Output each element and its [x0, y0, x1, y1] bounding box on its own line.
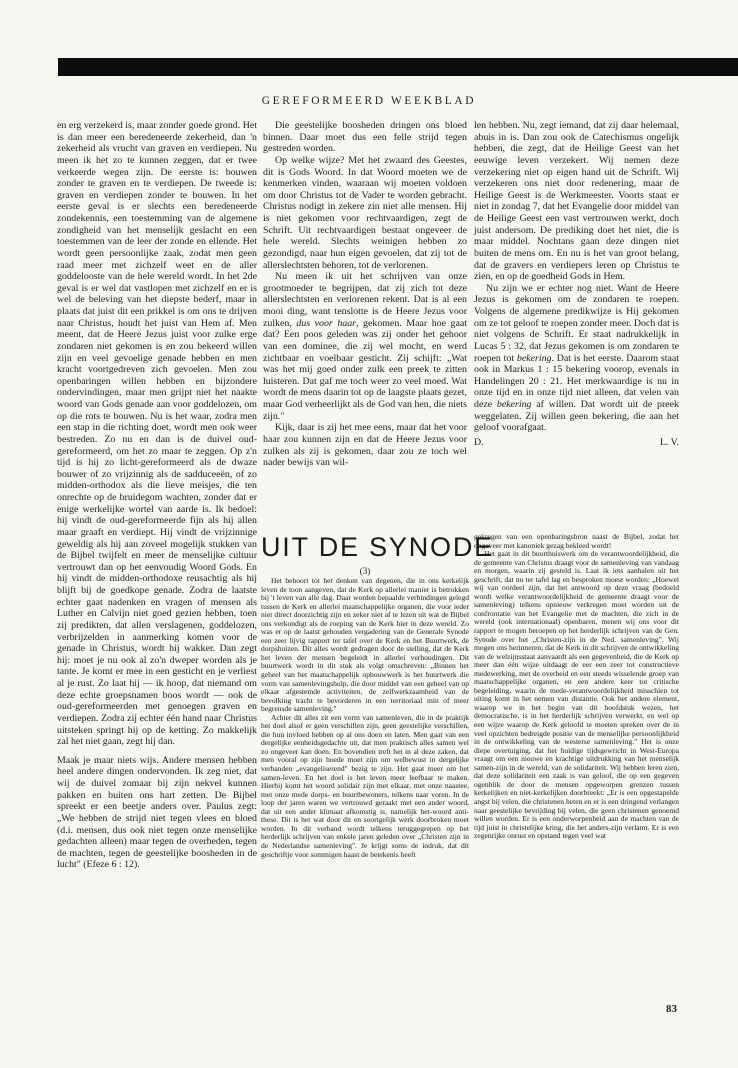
- paragraph: Het behoort tot het denken van degenen, die in ons kerkelijk leven de toon aangeven, dat de Kerk op allerlei manier is betrokken bij 't leven van alle dag. Daar worden bepaalde verbindingen gelegd tussen de Kerk en allerlei maatschappelijke organen, die voor ieder niet direct doorzichtig zijn en zeker niet af te lezen uit wat de Bijbel ons verkondigt als de roeping van de Kerk hier in deze wereld. Zo was er op de laatst gehouden vergadering van de Generale Synode een zeer lijvig rapport ter tafel over de Kerk en het Buurtwerk, de dorpshuizen. Dit alles wordt gedragen door de stelling, dat de Kerk het leven der mensen begeleidt in allerlei verhoudingen. Dit buurtwerk wordt in dit stuk als volgt omschreven: „Binnen het geheel van het maatschappelijk opbouwwerk is het buurtwerk die vorm van samenlevingshulp, die door middel van een geheel van op elkaar afgestemde activiteiten, de zelfwerkzaamheid van de bevolking tracht te bevorderen in een territoriaal min of meer begrensde samenleving.": [261, 576, 469, 714]
- paragraph: en erg verzekerd is, maar zonder goede grond. Het is dan meer een beredeneerde zekerheid, dan 'n zekerheid als vrucht van graven en verdiepen. Nu meen ik het zo te kunnen zeggen, dat er twee verkeerde wegen zijn. De eerste is: bouwen zonder te graven en te verdiepen. De tweede is: graven en verdiepen zonder te bouwen. In het eerste geval is er slechts een beredeneerde zondekennis, een toestemming van de algemene zondigheid van het menselijk geslacht en een toestemmen van de leer der zonde en ellende. Het wordt geen persoonlijke zaak, zodat men geen raad meer met zichzelf weet en de aller goddelooste van de hele wereld wordt. In het 2de geval is er wel dat vastlopen met zichzelf en er is wel de beleving van het diepste bederf, maar in plaats dat juist dit een prikkel is om ons te drijven naar Christus, houdt het juist van Hem af. Men meent, dat de Heere Jezus juist voor zulke erge zondaren niet gekomen is en zou bekeerd willen zijn en veel gevoelige genade hebben en men kracht voortgedreven zich gevoelen. Men zou openbaringen willen hebben en bijzondere ondervindingen, maar men grijpt niet het naakte woord van Gods genade aan voor goddelozen, om op die rots te bouwen. Nu is het waar, zodra men een stap in die richting doet, wordt men ook weer bestreden. Zo nu en dan is de duivel oud-gereformeerd, om het zo maar te zeggen. Op z'n tijd is hij zo licht-gereformeerd als de dwaze bouwer of zo vrijzinnig als de sadduceeën, of zo midden-orthodox als die lieve meisjes, die ten onrechte op de bruidegom wachten, zonder dat er enige werkelijke wortel van aarde is. Ik bedoel: hij vindt de oud-gereformeerde fijn als hij allen maar graaft en verdiept. Hij vindt de vrijzinnige geweldig als hij aan zoveel mogelijk stukken van de Bijbel twijfelt en meer de menselijke cultuur vertrouwt dan op het eenvoudig Woord Gods. En hij vindt de midden-orthodoxe reusachtig als hij blijft bij de goedkope genade. Zodra de laatste echter gaat nadenken en vragen of mensen als Luther en Calvijn niet goed gezien hebben, toen zij predikten, dat allen verslagenen, goddelozen, verbrijzelden in aanmerking komen voor de genade in Christus, wordt hij wakker. Dan zegt hij: moet je nu ook al zo'n dweper worden als je tante. Je komt er mee in een gesticht en je verliest al je rust. Zo laat hij — ik hoop, dat niemand om deze echte groepsnamen boos wordt — ook de oud-gereformeerden met genoegen graven en verdiepen. Zodra zij echter één hand naar Christus uitsteken springt hij op de ketting. Zo makkelijk zal het niet gaan, zegt hij dan.: [57, 120, 257, 748]
- emphasis-text: dus voor haar: [296, 317, 357, 329]
- article-column-2: [263, 120, 467, 469]
- section-number: (3): [359, 566, 371, 576]
- synode-column-right: [474, 533, 679, 841]
- text-run: , gekomen. Maar hoe gaat dat? Een poos geleden was zij onder het gehoor van een dominee, die zij wel mocht, en werd zichtbaar en voelbaar gesticht. Zij schijft: „Wat was het mij goed onder zulk een preek te zitten luisteren. Dat gaf me toch weer zo veel moed. Wat wordt de mens daarin tot op de laagste plaats gezet, maar God verheerlijkt als de God van hen, die niets zijn.": [263, 317, 467, 422]
- text-run: Nu meen ik uit het schrijven van onze grootmoeder te begrijpen, dat zij zich tot deze allerslechtsten en verlorenen rekent. Dat is al een mooi ding, want tenslotte is de Heere Jezus voor zulken,: [263, 271, 467, 329]
- paragraph: Kijk, daar is zij het mee eens, maar dat het voor haar zou kunnen zijn en dat de Heere Jezus voor zulken als zij is gekomen, daar zou ze toch wel nader bewijs van wil-: [263, 422, 467, 469]
- paragraph: Op welke wijze? Met het zwaard des Geestes, dit is Gods Woord. In dat Woord moeten we de kenmerken vinden, waaraan wij moeten voldoen om door Christus tot de Vader te worden gebracht. Christus nodigt in zekere zin niet alle mensen. Hij is niet gekomen voor rechtvaardigen, zegt de Schrift. Uit rechtvaardigen bestaat ongeveer de hele wereld. Slechts weinigen hebben zo gezondigd, naar hun eigen gevoelen, dat zij tot de allerslechtsten behoren, tot de verlorenen.: [263, 154, 467, 271]
- paragraph: gekregen van een openbaringsbron naast de Bijbel, zodat het ongeveer met kanoniek gezag bekleed wordt!: [474, 532, 679, 550]
- page-number: 83: [666, 1003, 677, 1015]
- top-border-bar: [58, 58, 738, 76]
- text-run: af willen. Dat wordt uit de preek weggelaten. Zij willen geen bekering, die aan het geloof voorafgaat.: [474, 399, 679, 434]
- section-heading: UIT DE SYNODE: [261, 532, 494, 562]
- paragraph: [474, 283, 679, 434]
- paragraph: len hebben. Nu, zegt iemand, dat zij daar helemaal, abuis in is. Dan zou ook de Catechismus ongelijk hebben, die zegt, dat de Heilige Geest van het eeuwige leven verzekert. Wij nemen deze verzekering niet op eigen hand uit de Schrift. Wij verzekeren ons niet door redenering, maar de Heilige Geest is de Werkmeester. Voorts staat er niet in zondag 7, dat het Evangelie door middel van de Heilige Geest een vast vertrouwen werkt, doch juist andersom. De prediking doet het niet, die is maar middel. Nochtans gaan deze dingen niet buiten de mens om. En nu is het van groot belang, dat de gravers en verdiepers leren op Christus te zien, en op de goedheid Gods in Hem.: [474, 120, 679, 283]
- text-run: . Dat is het eerste. Daarom staat ook in Markus 1 : 15 bekering voorop, evenals in Handelingen 20 : 21. Het merkwaardige is nu in onze tijd en in onze tijd niet alleen, dat velen van deze: [474, 352, 679, 410]
- paragraph: Maak je maar niets wijs. Andere mensen hebben heel andere dingen ondervonden. Ik zeg niet, dat wij de duivel zomaar bij zijn nekvel kunnen pakken en buiten ons hart zetten. De Bijbel spreekt er een beetje anders over. Paulus zegt: „We hebben de strijd niet tegen vlees en bloed (d.i. mensen, dus ook niet tegen onze menselijke gedachten alleen) maar tegen de overheden, tegen de machten, tegen de geestelijke boosheden in de lucht" (Efeze 6 : 12).: [57, 754, 257, 871]
- signature-right: L. V.: [659, 436, 679, 448]
- article-column-1: [57, 120, 257, 871]
- paragraph: Het gaat in dit buurthuiswerk om de verantwoordelijkheid, die de gemeente van Christus draagt voor de samenleving van vandaag en morgen, waarin zij gesteld is. Laat ik iets aanhalen uit het geschrift, dat nu ter tafel lag en besproken moest worden: „Hoewel wij van oordeel zijn, dat het antwoord op deze vraag (bedoeld wordt welke verantwoordelijkheid de gemeente draagt voor de samenleving) telkens opnieuw verkregen moet worden uit de confrontatie van het Evangelie met de machten, die zich in de wereld (ook internationaal) openbaren, menen wij ons voor dit rapport te mogen beroepen op het herderlijk schrijven van de Gen. Synode over het „Christen-zijn in de Ned. samenleving". Wij mogen ons herinneren, dat de Kerk in dit schrijven de ontwikkeling van de welzijnsstaat aanvaardt als een gegevenheid, die de Kerk op meer dan één wijze uitdaagt de eer een zeer tot constructieve medewerking, met de overheid en een steeds wisselende groep van maatschappelijke organen, en een andere keer tot critische begeleiding, waarin de mede-verantwoordelijkheid misschien tot uiting komt in het nemen van distantie. Ook het andere element, waarop we in het begin van dit hoofdstuk wezen, het democratische, is in het herderlijk schrijven verwerkt, en wel op een wijze waarop de Kerk geloofd te moeten spreken over de in veel opzichten bedreigde positie van de menselijke persoonlijkheid in de ontwikkeling van de westerse samenleving." Het is onze diepe overtuiging, dat het huidige tijdsgewricht in West-Europa vraagt om een nieuwe en krachtige uitdrukking van het menselijk samen-zijn in de wereld, van de solidariteit. Wij hebben leren zien, dat deze solidariteit een zaak is van geloof, die op een gegeven ogenblik de door de mensen opgeworpen grenzen tussen kerkelijken en niet-kerkelijken doorbreekt: „Er is een opgestapelde angst bij velen, die christenen heten en er is een dringend verlangen naar geestelijke bevrijding bij velen, die geen christenen genoemd willen worden. Er is een onderworpenheid aan de machten van de tijd juist in christelijke kring, die het anders-zijn verlamt. Er is een zegenrijke onrust en opstand tegen veel wat: [474, 549, 679, 841]
- paragraph: [263, 271, 467, 422]
- signature-line: [474, 437, 679, 449]
- paragraph: Die geestelijke boosheden dringen ons bloed binnen. Daar moet dus een felle strijd tegen gestreden worden.: [263, 120, 467, 155]
- synode-column-left: [261, 577, 469, 859]
- emphasis-text: bekering: [516, 352, 552, 364]
- text-run: Nu zijn we er echter nog niet. Want de Heere Jezus is gekomen om de zondaren te roepen. Volgens de algemene predikwijze is Hij gekomen om ze tot geloof te roepen zonder meer. Doch dat is niet volgens de Schrift. Er staat nadrukkelijk in Lucas 5 : 32, dat Jezus gekomen is om zondaren te roepen tot: [474, 282, 679, 364]
- signature-left: D.: [474, 436, 484, 448]
- paragraph: Achter dit alles zit een vorm van samenleven, die in de praktijk het doel alsof er geen verschillen zijn, geen geestelijke verschillen, die hun invloed hebben op al ons doen en laten. Men gaat van een dergelijke eenheidsgedachte uit, dat men praktisch alles samen wel zo ongeveer kan doen. En bovendien treft het in al deze zaken, dat men vooral op zijn hoede moet zijn om welbewust in dergelijke verbanden „evangeliserend" bezig te zijn. Het gaat meer om het samen-leven. En het doel is het leven meer leefbaar te maken. Hierbij komt het woord solidair zijn met elkaar, met onze naastee, met onze mede dorps- en buurtbewoners, telkens naar voren. In de loop der jaren waren we vertrouwd geraakt met een ander woord, dat uit een ander klimaat afkomstig is, namelijk het-woord anti-these. Dit is het wat door dit en soortgelijk werk doorbroken moet worden. In dit verband wordt telkens teruggegrepen op het herderlijk schrijven van enkele jaren geleden over „Christen zijn in de Nederlandse samenleving". Je krijgt soms de indruk, dat dit geschriftje voor sommigen haast de betekenis heeft: [261, 712, 469, 859]
- emphasis-text: bekering: [496, 399, 532, 410]
- article-column-3: [474, 120, 679, 449]
- page-header: GEREFORMEERD WEEKBLAD: [261, 95, 477, 107]
